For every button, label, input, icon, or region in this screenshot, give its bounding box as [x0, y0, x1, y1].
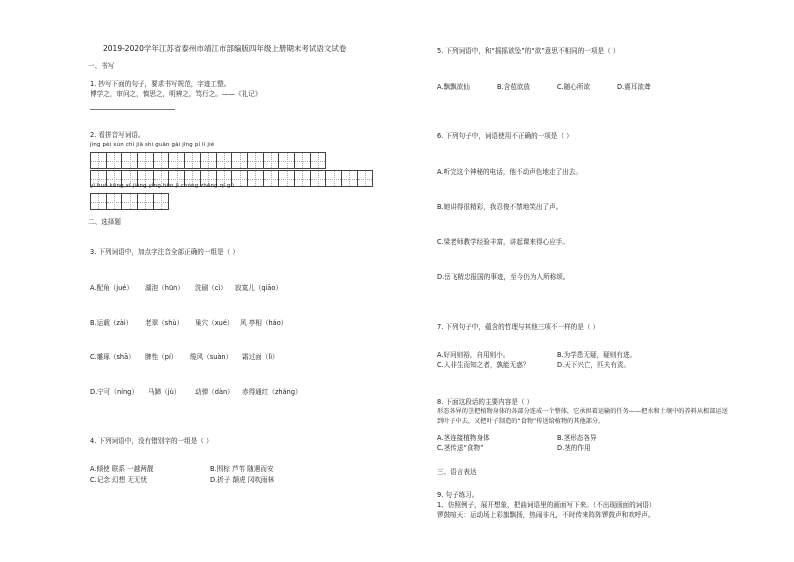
q3-option-d4: 赤得通红（zhàng） [242, 388, 302, 396]
q2-stem: 2. 看拼音写词语。 [90, 131, 145, 139]
answer-grid-row1[interactable] [90, 152, 326, 169]
q3-option-d3: 动弹（dàn） [195, 388, 234, 396]
q6-option-b[interactable]: B.她讲得很精彩，我忍俊不禁地笑出了声。 [437, 203, 563, 211]
q8-stem: 8. 下面这段话的主要内容是（ ） [437, 398, 534, 406]
q8-passage-line1: 形态各异的茎把植物身体的各部分连成一个整体，它承担着运输的任务——把水和土壤中的养料从根部运送 [437, 408, 728, 415]
q4-option-b[interactable]: B.围棕 芦苇 随遇而安 [210, 465, 274, 473]
answer-grid-row2[interactable] [90, 193, 169, 210]
q5-stem: 5. 下列词语中，和“摇摇欲坠”的“欲”意思不相同的一项是（ ） [437, 47, 620, 55]
q8-option-b[interactable]: B.茎形态各异 [557, 434, 597, 442]
q6-option-a[interactable]: A.听完这个神秘的电话，他不动声色地走了出去。 [437, 168, 582, 176]
q6-stem: 6. 下列句子中，词语使用不正确的一项是（ ） [437, 132, 573, 140]
q3-option-b2: 老翠（shù） [145, 319, 184, 327]
q3-option-a1[interactable]: A.配角（jué） [90, 284, 133, 292]
section-expression: 三、语言表达 [437, 468, 477, 476]
section-writing: 一、书写 [88, 62, 115, 70]
q3-option-c4: 霜过面（lì） [242, 353, 279, 361]
page-title: 2019-2020学年江苏省泰州市靖江市部编版四年级上册期末考试语文试卷 [103, 44, 347, 53]
q9-instruction: 1、仿照例子，展开想象，把曲词语里的画面写下来。（不出现画面的词语） [437, 501, 656, 509]
q3-option-b1[interactable]: B.运载（zài） [90, 319, 133, 327]
q8-option-c[interactable]: C.茎传送“食物” [437, 444, 484, 452]
q3-option-d2: 马蹄（jù） [148, 388, 181, 396]
q9-example: 锣鼓喧天：运动场上彩旗飘扬，热闹非凡，不时传来阵阵锣鼓声和欢呼声。 [437, 511, 655, 519]
q5-option-b[interactable]: B.含苞欲放 [497, 83, 530, 91]
q3-option-d1[interactable]: D.宁可（níng） [90, 388, 138, 396]
q5-option-a[interactable]: A.飘飘欲仙 [437, 83, 470, 91]
q4-option-a[interactable]: A.倾使 联系 一越两靓 [90, 465, 154, 473]
q6-option-c[interactable]: C.梁老师教学经验丰富，讲起课来得心应手。 [437, 238, 569, 246]
q4-stem: 4. 下列词语中，没有错别字的一组是（ ） [90, 437, 213, 445]
q9-stem: 9. 句子练习。 [437, 491, 479, 499]
q8-option-a[interactable]: A.茎连接植物身体 [437, 434, 490, 442]
q7-option-c[interactable]: C.人非生而知之者，孰能无惑？ [437, 361, 530, 369]
q3-option-a4: 寂寞儿（qiāo） [235, 284, 283, 292]
q2-pinyin-row2: yǐ huò kōng xí jiāng yìng hēn jì chóng zhēng qí gǔ [90, 183, 235, 189]
q3-stem: 3. 下列词语中，加点字注音全部正确的一组是（ ） [90, 248, 239, 256]
q3-option-a2: 湖泡（hūn） [145, 284, 184, 292]
q3-option-b3: 巢穴（xué） [195, 319, 234, 327]
answer-line [90, 109, 175, 110]
q2-pinyin-row1: jìng pèi xùn chì jiā shì guān gài jīng pí lì jié [90, 142, 215, 148]
q3-option-c3: 缆风（suàn） [190, 353, 233, 361]
q1-stem: 1. 抄写下面的句子，要求书写规范，字迹工整。 [90, 80, 231, 88]
right-column [400, 0, 794, 562]
q3-option-b4: 风 亭相（háo） [240, 319, 288, 327]
q5-option-c[interactable]: C.随心所欲 [557, 83, 591, 91]
q8-option-d[interactable]: D.茎的作用 [557, 444, 591, 452]
q3-option-c1[interactable]: C.雕琢（shā） [90, 353, 135, 361]
q4-option-d[interactable]: D.折子 颠虎 冈吹雨林 [210, 476, 275, 484]
q7-option-a[interactable]: A.好问则裕，自用则小。 [437, 351, 510, 359]
q5-option-d[interactable]: D.震耳欲聋 [617, 83, 651, 91]
q3-option-c2: 脾性（pí） [145, 353, 178, 361]
section-choice: 二、选择题 [88, 218, 121, 226]
q4-option-c[interactable]: C.记念 幻想 无无忧 [90, 476, 148, 484]
q3-option-a3: 洗刷（cì） [195, 284, 227, 292]
q7-option-b[interactable]: B.为学患无疑，疑则有进。 [557, 351, 637, 359]
q7-stem: 7. 下列句子中，蕴含的哲理与其他三项不一样的是（ ） [437, 323, 600, 331]
q7-option-d[interactable]: D.天下兴亡，匹夫有责。 [557, 361, 631, 369]
q6-option-d[interactable]: D.岳飞精忠报国的事迹，至今仍为人所称颂。 [437, 273, 570, 281]
q1-line: 博学之，审问之，慎思之，明辨之，笃行之。——《礼记》 [90, 90, 262, 98]
q8-passage-line2: 到叶子中去，又把叶子制造的“食物”传送给植物的其他部分。 [437, 418, 605, 425]
